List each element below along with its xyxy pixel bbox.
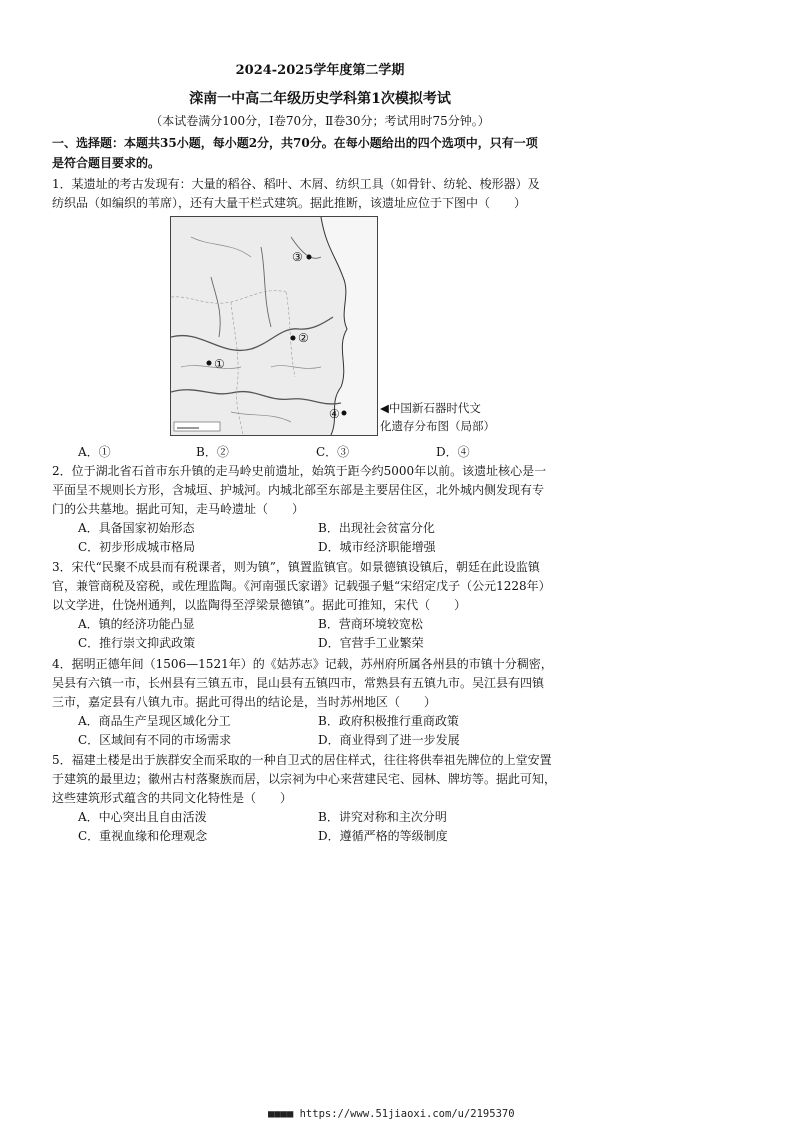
q3-stem-line1: 3．宋代“民聚不成县而有税课者，则为镇”，镇置监镇官。如景德镇设镇后，朝廷在此设监镇	[52, 560, 540, 574]
q2-stem-line2: 平面呈不规则长方形，含城垣、护城河。内城北部至东部是主要居住区，北外城内侧发现有专	[52, 483, 545, 497]
q4-stem-line3: 三市，嘉定县有八镇九市。据此可得出的结论是，当时苏州地区（ ）	[52, 695, 437, 709]
q2-stem-line1: 2．位于湖北省石首市东升镇的走马岭史前遗址，始筑于距今约5000年以前。该遗址核心是一	[52, 464, 547, 478]
q3-option-d[interactable]: D．官营手工业繁荣	[318, 636, 424, 650]
q5-stem-line2: 于建筑的最里边；徽州古村落聚族而居，以宗祠为中心来营建民宅、园林、牌坊等。据此可知，	[52, 772, 557, 786]
q2-option-b[interactable]: B．出现社会贫富分化	[318, 521, 435, 535]
q2-stem-line3: 门的公共墓地。据此可知，走马岭遗址（ ）	[52, 502, 305, 516]
q4-option-d[interactable]: D．商业得到了进一步发展	[318, 733, 460, 747]
q1-stem-line2: 纺织品（如编织的苇席），还有大量干栏式建筑。据此推断，该遗址应位于下图中（ ）	[52, 196, 527, 210]
q3-stem-line2: 官，兼管商税及窑税，或佐理监陶。《河南强氏家谱》记载强子魁“宋绍定戊子（公元1228年）	[52, 579, 551, 593]
q5-option-c[interactable]: C．重视血缘和伦理观念	[78, 829, 208, 843]
q3-option-b[interactable]: B．营商环境较宽松	[318, 617, 423, 631]
q4-stem-line2: 吴县有六镇一市，长州县有三镇五市，昆山县有五镇四市，常熟县有五镇九市。吴江县有四镇	[52, 676, 545, 690]
q3-stem-line3: 以文学进，仕饶州通判，以监陶得至浮梁景德镇”。据此可推知，宋代（ ）	[52, 598, 467, 612]
site-dot-1	[207, 361, 212, 366]
section-heading-line1: 一、选择题：本题共35小题，每小题2分，共70分。在每小题给出的四个选项中，只有一项	[52, 136, 538, 150]
term-title: 2024-2025学年度第二学期	[235, 63, 405, 78]
map-marker-3: ③	[292, 250, 303, 264]
q4-stem-line1: 4．据明正德年间（1506—1521年）的《姑苏志》记载，苏州府所属各州县的市镇十分稠密，	[52, 657, 553, 671]
map-marker-1: ①	[214, 357, 225, 371]
q4-option-c[interactable]: C．区域间有不同的市场需求	[78, 733, 232, 747]
site-dot-4	[342, 411, 347, 416]
q5-option-b[interactable]: B．讲究对称和主次分明	[318, 810, 447, 824]
neolithic-map	[170, 216, 378, 436]
q2-option-c[interactable]: C．初步形成城市格局	[78, 540, 196, 554]
q5-stem-line3: 这些建筑形式蕴含的共同文化特性是（ ）	[52, 791, 293, 805]
q1-option-b[interactable]: B．②	[196, 445, 229, 459]
map-caption-line2: 化遗存分布图（局部）	[380, 419, 495, 433]
q4-option-a[interactable]: A．商品生产呈现区域化分工	[78, 714, 231, 728]
q4-option-b[interactable]: B．政府积极推行重商政策	[318, 714, 459, 728]
q2-option-a[interactable]: A．具备国家初始形态	[78, 521, 195, 535]
q1-option-a[interactable]: A．①	[78, 445, 111, 459]
map-marker-4: ④	[329, 407, 340, 421]
map-drawing	[171, 217, 377, 435]
exam-title: 滦南一中高二年级历史学科第1次模拟考试	[189, 91, 451, 107]
exam-note: （本试卷满分100分，Ⅰ卷70分，Ⅱ卷30分；考试用时75分钟。）	[150, 114, 490, 128]
q1-option-d[interactable]: D．④	[436, 445, 470, 459]
q3-option-c[interactable]: C．推行崇文抑武政策	[78, 636, 196, 650]
q5-option-a[interactable]: A．中心突出且自由活泼	[78, 810, 207, 824]
site-dot-2	[291, 336, 296, 341]
section-heading-line2: 是符合题目要求的。	[52, 156, 161, 170]
q1-option-c[interactable]: C．③	[316, 445, 350, 459]
map-caption-line1: ◀中国新石器时代文	[380, 401, 481, 415]
footer-link[interactable]: ■■■■ https://www.51jiaoxi.com/u/2195370	[268, 1108, 515, 1120]
q5-stem-line1: 5．福建土楼是出于族群安全而采取的一种自卫式的居住样式，往往将供奉祖先牌位的上堂安置	[52, 753, 552, 767]
q1-stem-line1: 1．某遗址的考古发现有：大量的稻谷、稻叶、木屑、纺织工具（如骨针、纺轮、梭形器）及	[52, 177, 540, 191]
site-dot-3	[307, 255, 312, 260]
q5-option-d[interactable]: D．遵循严格的等级制度	[318, 829, 448, 843]
q2-option-d[interactable]: D．城市经济职能增强	[318, 540, 436, 554]
q3-option-a[interactable]: A．镇的经济功能凸显	[78, 617, 195, 631]
map-marker-2: ②	[298, 331, 309, 345]
